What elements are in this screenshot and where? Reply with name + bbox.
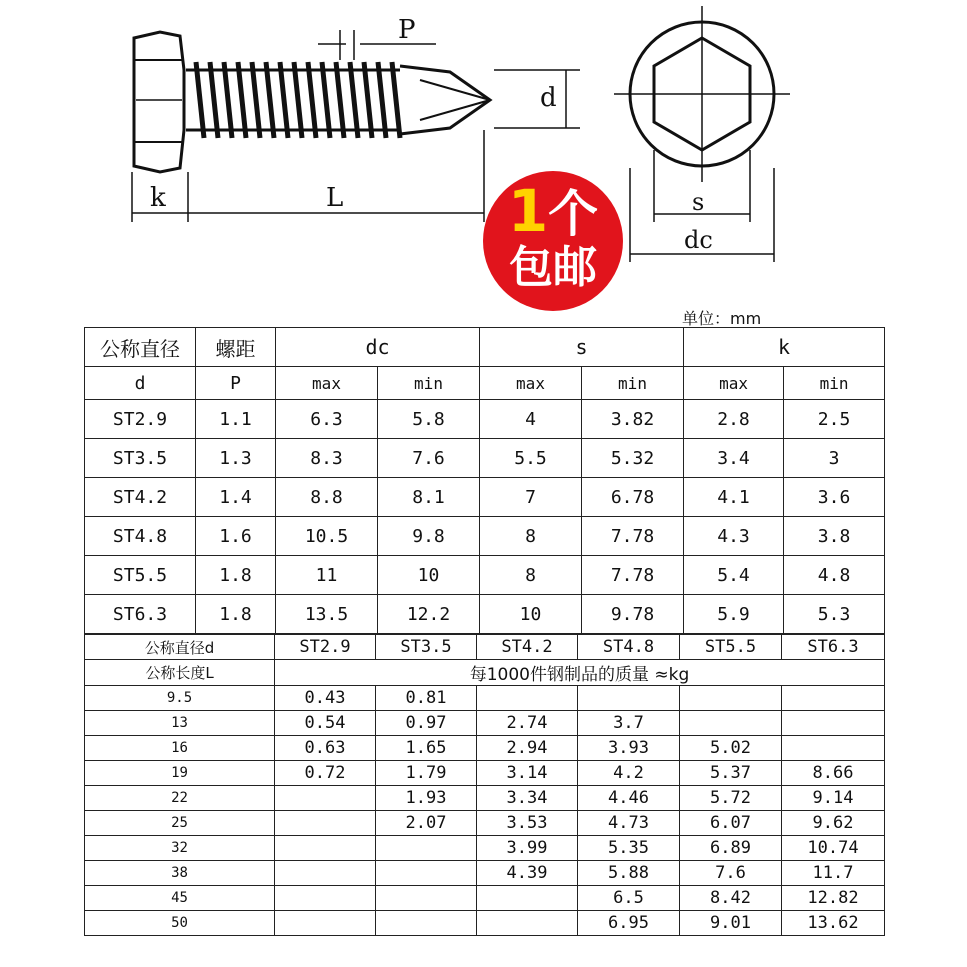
spec-cell: 12.2	[378, 595, 480, 634]
mass-cell: 0.43	[275, 686, 376, 711]
spec-cell: 3.6	[784, 478, 885, 517]
screw-threads	[196, 62, 400, 138]
mass-length-cell: 22	[85, 786, 275, 811]
mass-row	[85, 686, 885, 711]
mass-cell	[782, 711, 885, 736]
mass-cell	[578, 686, 680, 711]
mass-cell	[477, 911, 578, 936]
mass-header-size: ST6.3	[782, 635, 885, 660]
header-dc-max: max	[276, 367, 378, 400]
thread-crest	[350, 62, 358, 138]
unit-label: 单位：mm	[682, 309, 762, 328]
spec-cell: 10	[480, 595, 582, 634]
spec-cell: ST3.5	[85, 439, 196, 478]
mass-cell	[477, 886, 578, 911]
header-k-max: max	[684, 367, 784, 400]
header-s-max: max	[480, 367, 582, 400]
spec-cell: 7.6	[378, 439, 480, 478]
spec-cell: 5.5	[480, 439, 582, 478]
thread-crest	[196, 62, 204, 138]
thread-crest	[322, 62, 330, 138]
spec-cell: ST2.9	[85, 400, 196, 439]
mass-cell: 11.7	[782, 861, 885, 886]
mass-caption: 每1000件钢制品的质量 ≈kg	[275, 660, 885, 686]
spec-cell: 2.8	[684, 400, 784, 439]
mass-row	[85, 811, 885, 836]
mass-table	[84, 634, 885, 936]
spec-row	[85, 556, 885, 595]
mass-cell: 3.99	[477, 836, 578, 861]
mass-header-size: ST4.2	[477, 635, 578, 660]
spec-row	[85, 478, 885, 517]
mass-cell: 4.46	[578, 786, 680, 811]
spec-row	[85, 517, 885, 556]
header-k: k	[684, 328, 885, 367]
length-label: L	[326, 183, 344, 213]
mass-cell	[275, 861, 376, 886]
head-height-label: k	[150, 183, 166, 213]
spec-cell: 3.4	[684, 439, 784, 478]
mass-cell: 0.63	[275, 736, 376, 761]
mass-cell: 0.81	[376, 686, 477, 711]
header-s: s	[480, 328, 684, 367]
mass-length-cell: 45	[85, 886, 275, 911]
spec-row	[85, 439, 885, 478]
spec-cell: 5.32	[582, 439, 684, 478]
mass-cell: 5.37	[680, 761, 782, 786]
spec-cell: 4.1	[684, 478, 784, 517]
thread-crest	[294, 62, 302, 138]
mass-cell: 8.42	[680, 886, 782, 911]
spec-cell: ST4.2	[85, 478, 196, 517]
mass-row	[85, 836, 885, 861]
mass-cell: 3.34	[477, 786, 578, 811]
mass-cell	[275, 786, 376, 811]
spec-cell: 10.5	[276, 517, 378, 556]
mass-cell	[275, 811, 376, 836]
mass-cell: 7.6	[680, 861, 782, 886]
mass-header-diameter: 公称直径d	[85, 635, 275, 660]
mass-row	[85, 711, 885, 736]
thread-crest	[280, 62, 288, 138]
spec-table	[84, 327, 885, 634]
mass-length-cell: 50	[85, 911, 275, 936]
spec-cell: 8.8	[276, 478, 378, 517]
spec-cell: 8	[480, 556, 582, 595]
mass-header-size: ST3.5	[376, 635, 477, 660]
spec-cell: 3.82	[582, 400, 684, 439]
spec-cell: ST4.8	[85, 517, 196, 556]
mass-cell: 5.88	[578, 861, 680, 886]
header-p-symbol: P	[196, 367, 276, 400]
mass-cell: 3.53	[477, 811, 578, 836]
across-flats-label: s	[692, 188, 705, 216]
spec-cell: 8	[480, 517, 582, 556]
mass-header-size: ST5.5	[680, 635, 782, 660]
mass-length-cell: 9.5	[85, 686, 275, 711]
mass-cell	[376, 836, 477, 861]
spec-cell: 6.3	[276, 400, 378, 439]
spec-row	[85, 595, 885, 634]
header-dc: dc	[276, 328, 480, 367]
mass-length-cell: 19	[85, 761, 275, 786]
mass-cell: 4.2	[578, 761, 680, 786]
mass-cell	[275, 886, 376, 911]
mass-cell: 1.65	[376, 736, 477, 761]
mass-cell: 0.97	[376, 711, 477, 736]
mass-cell: 2.94	[477, 736, 578, 761]
mass-cell	[782, 736, 885, 761]
spec-cell: 4.3	[684, 517, 784, 556]
mass-cell	[680, 711, 782, 736]
spec-cell: ST6.3	[85, 595, 196, 634]
mass-header-size: ST2.9	[275, 635, 376, 660]
mass-cell: 0.72	[275, 761, 376, 786]
mass-cell	[477, 686, 578, 711]
spec-cell: 1.1	[196, 400, 276, 439]
thread-crest	[378, 62, 386, 138]
mass-cell: 5.02	[680, 736, 782, 761]
mass-cell: 8.66	[782, 761, 885, 786]
spec-cell: 5.4	[684, 556, 784, 595]
mass-cell	[680, 686, 782, 711]
mass-length-cell: 16	[85, 736, 275, 761]
spec-cell: ST5.5	[85, 556, 196, 595]
mass-cell: 9.01	[680, 911, 782, 936]
mass-cell	[376, 861, 477, 886]
mass-header-size: ST4.8	[578, 635, 680, 660]
spec-cell: 3.8	[784, 517, 885, 556]
mass-cell: 9.14	[782, 786, 885, 811]
mass-row	[85, 886, 885, 911]
spec-cell: 11	[276, 556, 378, 595]
mass-cell: 3.14	[477, 761, 578, 786]
mass-cell	[376, 911, 477, 936]
mass-length-cell: 38	[85, 861, 275, 886]
mass-cell	[782, 686, 885, 711]
spec-cell: 9.8	[378, 517, 480, 556]
thread-crest	[238, 62, 246, 138]
badge-quantity: 1	[507, 177, 549, 245]
mass-cell: 10.74	[782, 836, 885, 861]
header-pitch: 螺距	[196, 328, 276, 367]
mass-cell	[275, 836, 376, 861]
spec-cell: 1.8	[196, 595, 276, 634]
header-d-symbol: d	[85, 367, 196, 400]
pitch-label: P	[398, 15, 416, 45]
mass-row	[85, 911, 885, 936]
mass-cell: 5.72	[680, 786, 782, 811]
spec-cell: 13.5	[276, 595, 378, 634]
spec-cell: 8.1	[378, 478, 480, 517]
mass-cell: 3.93	[578, 736, 680, 761]
mass-cell: 2.07	[376, 811, 477, 836]
spec-cell: 5.8	[378, 400, 480, 439]
badge-unit: 个	[548, 185, 599, 243]
mass-cell: 12.82	[782, 886, 885, 911]
mass-row	[85, 736, 885, 761]
screw-end-view	[614, 6, 790, 262]
mass-cell: 13.62	[782, 911, 885, 936]
header-k-min: min	[784, 367, 885, 400]
free-shipping-badge	[483, 171, 623, 311]
mass-row	[85, 861, 885, 886]
head-diameter-label: dc	[684, 226, 713, 254]
mass-cell: 6.95	[578, 911, 680, 936]
mass-length-cell: 32	[85, 836, 275, 861]
mass-cell: 5.35	[578, 836, 680, 861]
header-nominal-diameter: 公称直径	[85, 328, 196, 367]
spec-cell: 1.3	[196, 439, 276, 478]
spec-cell: 7	[480, 478, 582, 517]
spec-cell: 8.3	[276, 439, 378, 478]
badge-free-shipping-text: 包邮	[509, 242, 597, 293]
spec-cell: 9.78	[582, 595, 684, 634]
thread-crest	[224, 62, 232, 138]
mass-cell: 6.89	[680, 836, 782, 861]
mass-length-cell: 13	[85, 711, 275, 736]
spec-row	[85, 400, 885, 439]
mass-header-length: 公称长度L	[85, 660, 275, 686]
thread-crest	[364, 62, 372, 138]
thread-crest	[252, 62, 260, 138]
spec-cell: 2.5	[784, 400, 885, 439]
thread-crest	[266, 62, 274, 138]
mass-cell	[376, 886, 477, 911]
mass-cell: 1.93	[376, 786, 477, 811]
mass-cell: 6.07	[680, 811, 782, 836]
thread-crest	[308, 62, 316, 138]
thread-crest	[210, 62, 218, 138]
mass-cell: 4.73	[578, 811, 680, 836]
spec-cell: 6.78	[582, 478, 684, 517]
mass-cell: 2.74	[477, 711, 578, 736]
mass-row	[85, 761, 885, 786]
spec-cell: 4	[480, 400, 582, 439]
spec-cell: 7.78	[582, 556, 684, 595]
spec-cell: 1.8	[196, 556, 276, 595]
spec-cell: 7.78	[582, 517, 684, 556]
spec-cell: 5.9	[684, 595, 784, 634]
header-s-min: min	[582, 367, 684, 400]
header-dc-min: min	[378, 367, 480, 400]
spec-cell: 1.4	[196, 478, 276, 517]
mass-length-cell: 25	[85, 811, 275, 836]
mass-cell: 4.39	[477, 861, 578, 886]
mass-row	[85, 786, 885, 811]
spec-cell: 4.8	[784, 556, 885, 595]
mass-cell: 9.62	[782, 811, 885, 836]
mass-cell: 0.54	[275, 711, 376, 736]
spec-cell: 10	[378, 556, 480, 595]
spec-cell: 3	[784, 439, 885, 478]
mass-cell: 6.5	[578, 886, 680, 911]
thread-crest	[392, 62, 400, 138]
mass-cell	[275, 911, 376, 936]
spec-cell: 1.6	[196, 517, 276, 556]
diameter-label: d	[540, 83, 557, 113]
spec-cell: 5.3	[784, 595, 885, 634]
mass-cell: 1.79	[376, 761, 477, 786]
thread-crest	[336, 62, 344, 138]
mass-cell: 3.7	[578, 711, 680, 736]
